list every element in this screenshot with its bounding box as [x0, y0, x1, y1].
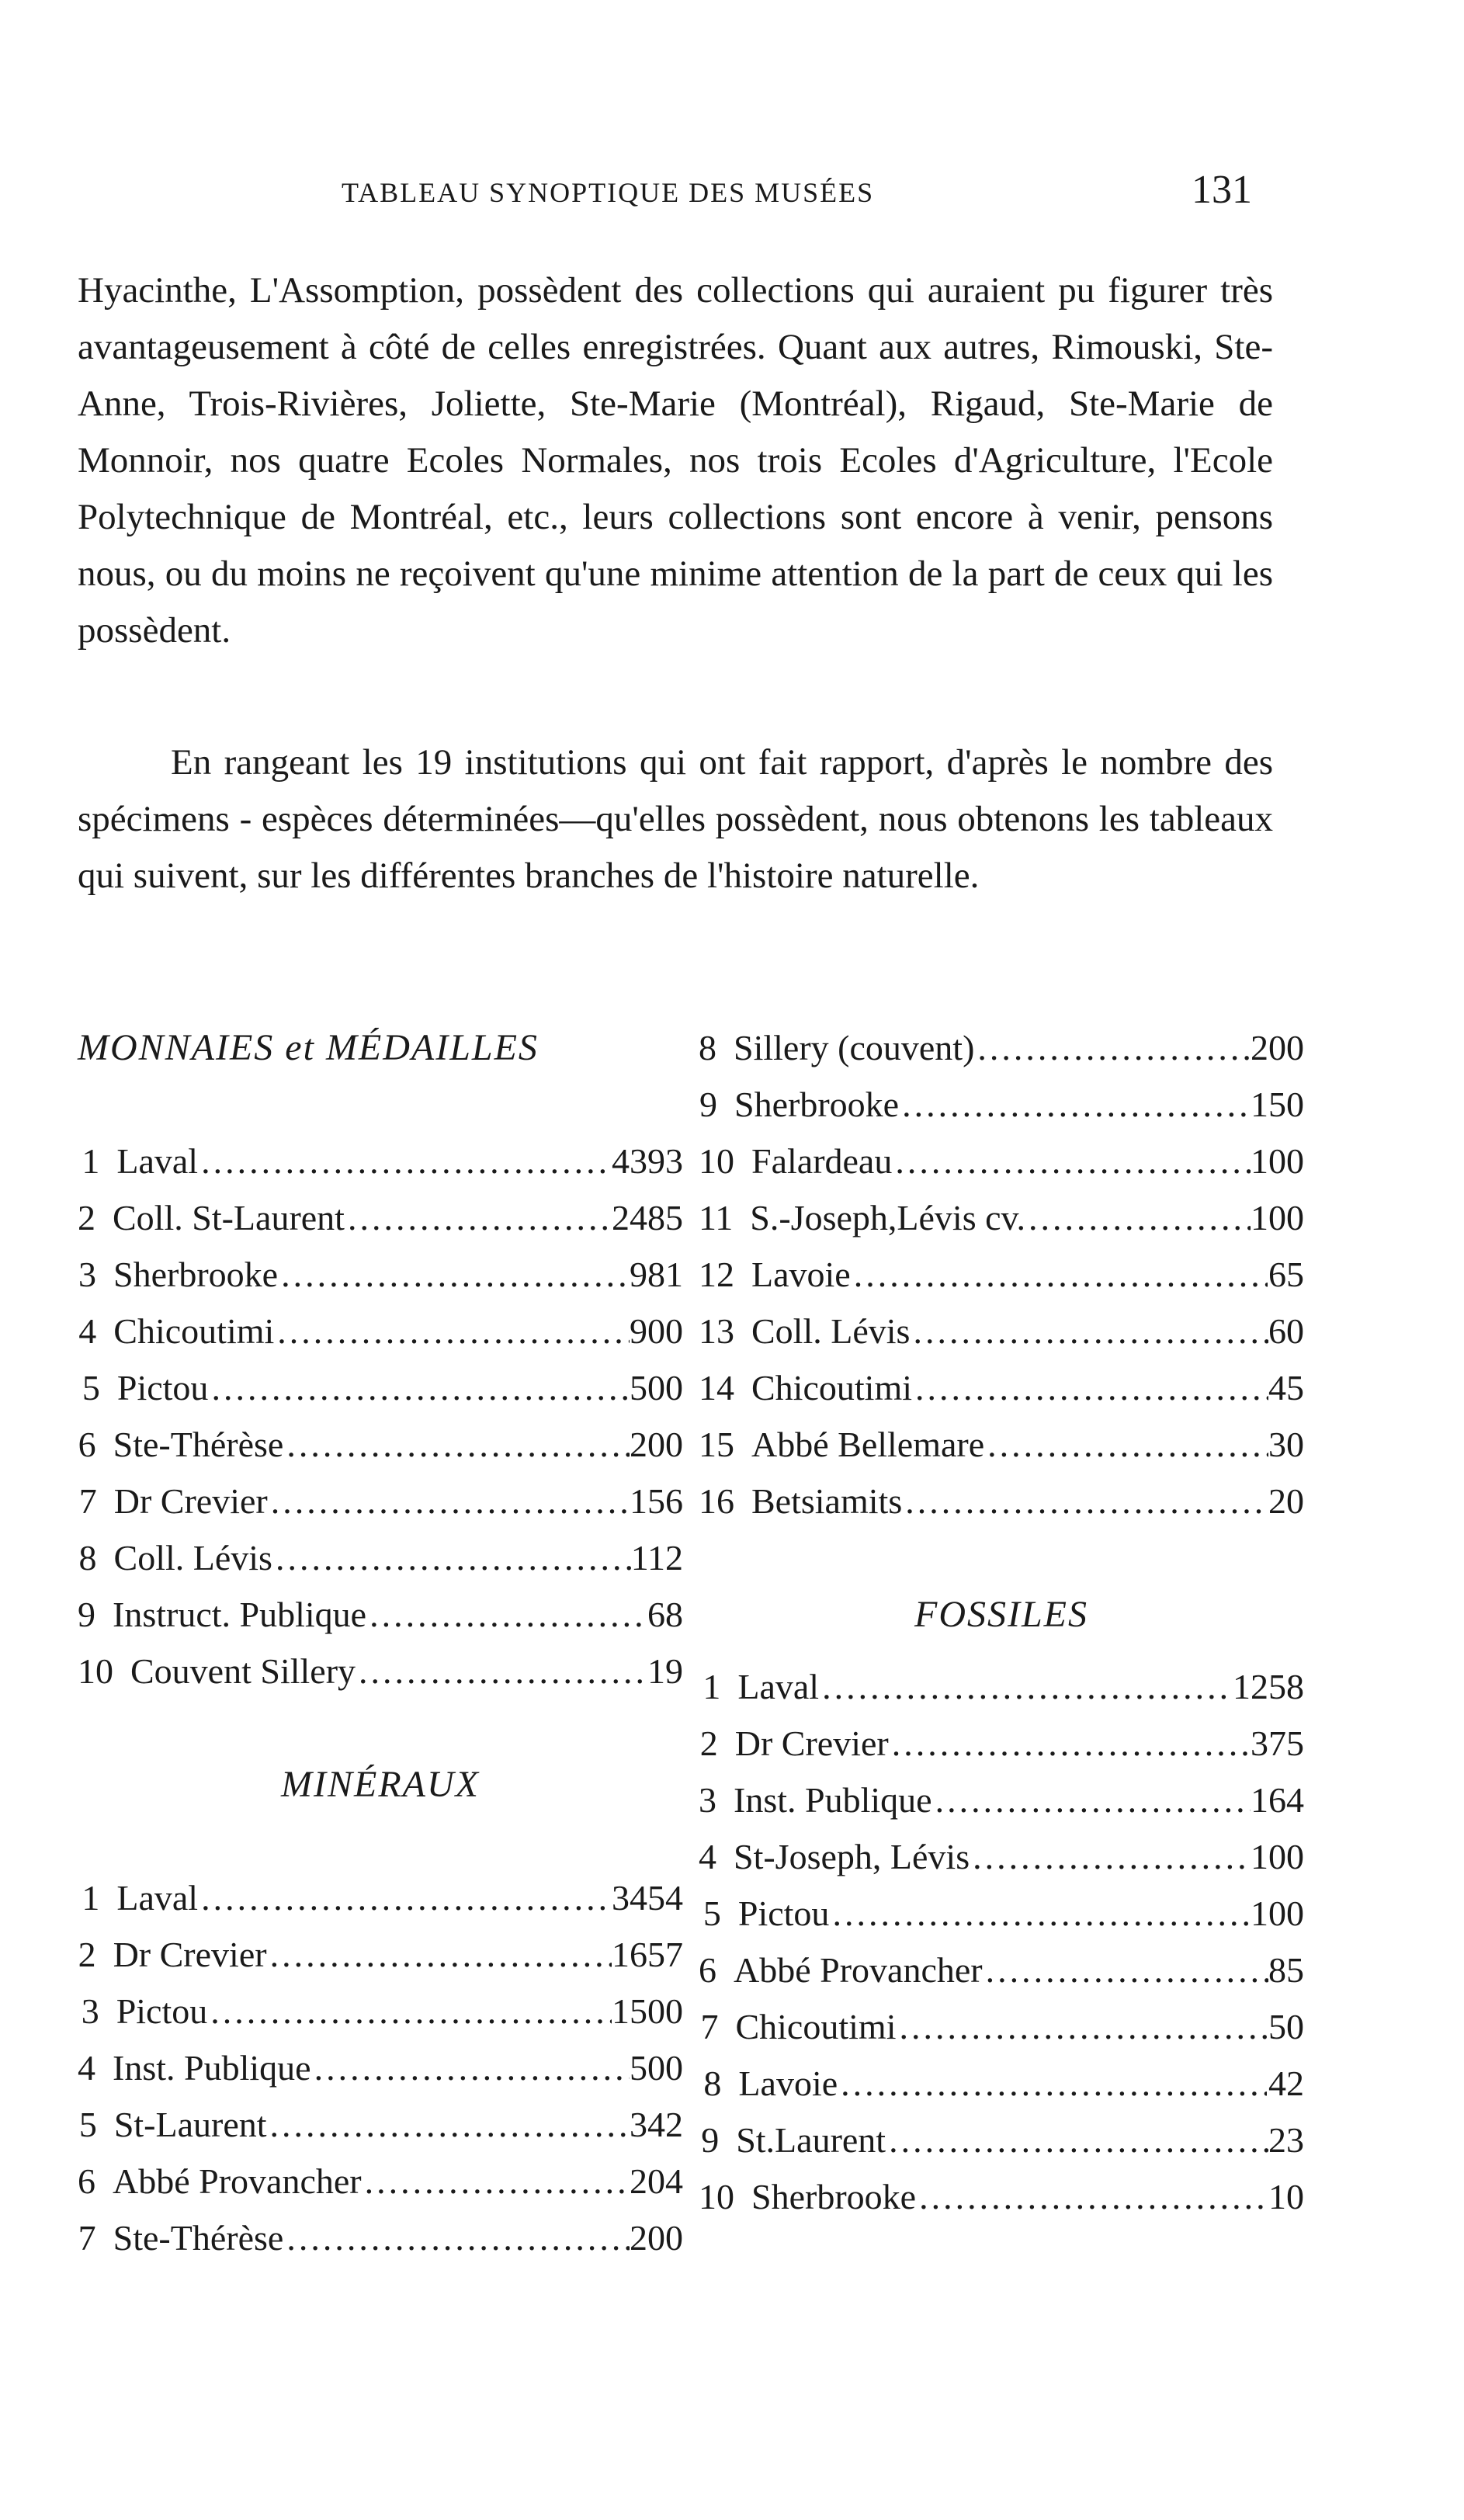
- list-row: [699, 1076, 1304, 1133]
- leader-dots: [207, 1983, 612, 2039]
- institution-name: Dr Crevier: [113, 1935, 267, 1974]
- list-row: [699, 1942, 1304, 1998]
- leader-dots: [851, 1246, 1268, 1303]
- list-row: [699, 1473, 1304, 1529]
- institution-name: Coll. Lévis: [113, 1538, 272, 1578]
- left-column: [78, 1019, 683, 2266]
- rank-number: 10: [699, 2177, 734, 2216]
- specimen-count: 150: [1251, 1085, 1304, 1124]
- page-number: 131: [1192, 168, 1252, 212]
- institution-name: Inst. Publique: [734, 1780, 932, 1820]
- specimen-count: 1258: [1233, 1667, 1304, 1706]
- institution-name: Inst. Publique: [113, 2048, 311, 2088]
- section-title-monnaies: MONNAIES et MÉDAILLES: [78, 1027, 539, 1068]
- specimen-count: 204: [630, 2161, 683, 2201]
- leader-dots: [974, 1019, 1251, 1076]
- rank-number: 13: [699, 1311, 734, 1351]
- specimen-count: 375: [1251, 1723, 1304, 1763]
- monnaies-continued-list: [699, 1019, 1304, 1529]
- list-row: [78, 1926, 683, 1983]
- leader-dots: [267, 1926, 612, 1983]
- mineraux-list: [78, 1869, 683, 2266]
- specimen-count: 500: [630, 2048, 683, 2088]
- specimen-count: 1500: [612, 1991, 683, 2031]
- list-row: [78, 1133, 683, 1189]
- list-row: [699, 1715, 1304, 1772]
- leader-dots: [283, 1416, 630, 1473]
- rank-number: 8: [78, 1538, 97, 1578]
- rank-number: 3: [78, 1255, 97, 1294]
- institution-name: Coll. Lévis: [751, 1311, 911, 1351]
- rank-number: 3: [81, 1991, 99, 2031]
- list-row: [699, 1885, 1304, 1942]
- rank-number: 14: [699, 1368, 734, 1408]
- rank-number: 8: [699, 1028, 716, 1067]
- rank-number: 16: [699, 1481, 734, 1521]
- list-row: [699, 2168, 1304, 2225]
- institution-name: Couvent Sillery: [130, 1651, 356, 1691]
- rank-number: 9: [699, 1085, 718, 1124]
- leader-dots: [899, 1076, 1251, 1133]
- list-row: [78, 1473, 683, 1529]
- institution-name: Pictou: [116, 1368, 209, 1408]
- specimen-count: 60: [1268, 1311, 1304, 1351]
- list-row: [699, 1828, 1304, 1885]
- leader-dots: [1025, 1189, 1251, 1246]
- institution-name: Dr Crevier: [734, 1723, 889, 1763]
- institution-name: Laval: [116, 1141, 199, 1181]
- list-row: [78, 1529, 683, 1586]
- institution-name: Sherbrooke: [751, 2177, 917, 2216]
- list-row: [78, 1869, 683, 1926]
- specimen-count: 65: [1268, 1255, 1304, 1294]
- rank-number: 11: [699, 1198, 734, 1237]
- fossiles-list: [699, 1658, 1304, 2225]
- institution-name: Sherbrooke: [734, 1085, 900, 1124]
- specimen-count: 100: [1251, 1837, 1304, 1876]
- list-row: [699, 1658, 1304, 1715]
- rank-number: 9: [701, 2120, 720, 2160]
- rank-number: 1: [82, 1141, 100, 1181]
- specimen-count: 100: [1251, 1198, 1304, 1237]
- rank-number: 4: [78, 2048, 95, 2088]
- rank-number: 5: [703, 1893, 721, 1933]
- leader-dots: [892, 1133, 1251, 1189]
- leader-dots: [910, 1303, 1268, 1359]
- leader-dots: [889, 1715, 1251, 1772]
- list-row: [78, 1189, 683, 1246]
- page-header: [342, 167, 1273, 213]
- specimen-count: 981: [630, 1255, 683, 1294]
- specimen-count: 156: [630, 1481, 683, 1521]
- institution-name: Laval: [737, 1667, 820, 1706]
- rank-number: 12: [699, 1255, 734, 1294]
- institution-name: Ste-Thérèse: [113, 2218, 284, 2258]
- specimen-count: 100: [1251, 1893, 1304, 1933]
- specimen-count: 200: [630, 1425, 683, 1464]
- institution-name: Betsiamits: [751, 1481, 903, 1521]
- rank-number: 2: [78, 1198, 95, 1237]
- leader-dots: [362, 2153, 630, 2209]
- specimen-count: 200: [1251, 1028, 1304, 1067]
- rank-number: 3: [699, 1780, 716, 1820]
- list-row: [78, 1246, 683, 1303]
- rank-number: 9: [78, 1595, 95, 1634]
- list-row: [699, 1019, 1304, 1076]
- list-row: [78, 1643, 683, 1699]
- leader-dots: [356, 1643, 647, 1699]
- institution-name: St-Laurent: [113, 2105, 267, 2144]
- specimen-count: 68: [647, 1595, 683, 1634]
- specimen-count: 900: [630, 1311, 683, 1351]
- leader-dots: [345, 1189, 612, 1246]
- list-row: [699, 1416, 1304, 1473]
- rank-number: 4: [78, 1311, 97, 1351]
- specimen-count: 500: [630, 1368, 683, 1408]
- list-row: [78, 2209, 683, 2266]
- leader-dots: [829, 1885, 1251, 1942]
- institution-name: St.Laurent: [736, 2120, 886, 2160]
- institution-name: Abbé Provancher: [734, 1950, 983, 1990]
- leader-dots: [198, 1869, 612, 1926]
- rank-number: 5: [78, 2105, 97, 2144]
- specimen-count: 164: [1251, 1780, 1304, 1820]
- leader-dots: [208, 1359, 630, 1416]
- list-row: [78, 2039, 683, 2096]
- institution-name: St-Joseph, Lévis: [734, 1837, 970, 1876]
- institution-name: Ste-Thérèse: [113, 1425, 284, 1464]
- specimen-count: 42: [1268, 2064, 1305, 2103]
- leader-dots: [970, 1828, 1251, 1885]
- list-row: [699, 1189, 1304, 1246]
- institution-name: Falardeau: [751, 1141, 893, 1181]
- rank-number: 7: [78, 1481, 97, 1521]
- leader-dots: [198, 1133, 612, 1189]
- specimen-count: 45: [1268, 1368, 1304, 1408]
- institution-name: Pictou: [737, 1893, 830, 1933]
- rank-number: 10: [78, 1651, 113, 1691]
- list-row: [78, 1303, 683, 1359]
- list-row: [699, 1246, 1304, 1303]
- institution-name: Abbé Provancher: [113, 2161, 362, 2201]
- list-row: [78, 1359, 683, 1416]
- list-row: [78, 1416, 683, 1473]
- leader-dots: [366, 1586, 647, 1643]
- specimen-count: 100: [1251, 1141, 1304, 1181]
- body-paragraph-1: Hyacinthe, L'Assomption, possèdent des collections qui auraient pu figurer très avantageusement à côté de celles enregistrées. Quant aux autres, Rimouski, Ste-Anne, Trois-Rivières, Joliette, Ste-Marie (Montréal), Rigaud, Ste-Marie de Monnoir, nos quatre Ecoles Normales, nos trois Ecoles d'Agriculture, l'Ecole Polytechnique de Montréal, etc., leurs collections sont encore à venir, pensons nous, ou du moins ne reçoivent qu'une minime attention de la part de ceux qui les possèdent.: [78, 270, 1273, 651]
- rank-number: 10: [699, 1141, 734, 1181]
- rank-number: 5: [82, 1368, 100, 1408]
- list-row: [78, 1983, 683, 2039]
- specimen-count: 50: [1268, 2007, 1304, 2046]
- specimen-count: 10: [1268, 2177, 1304, 2216]
- institution-name: Lavoie: [738, 2064, 838, 2103]
- rank-number: 6: [699, 1950, 716, 1990]
- list-row: [78, 2096, 683, 2153]
- specimen-count: 1657: [612, 1935, 683, 1974]
- monnaies-list: [78, 1133, 683, 1699]
- list-row: [699, 1998, 1304, 2055]
- specimen-count: 112: [630, 1538, 683, 1578]
- rank-number: 2: [699, 1723, 718, 1763]
- rank-number: 2: [78, 1935, 96, 1974]
- list-row: [699, 1359, 1304, 1416]
- institution-name: Lavoie: [751, 1255, 851, 1294]
- list-row: [699, 2112, 1304, 2168]
- list-row: [78, 2153, 683, 2209]
- specimen-count: 200: [630, 2218, 683, 2258]
- institution-name: Sillery (couvent): [734, 1028, 975, 1067]
- institution-name: Instruct. Publique: [113, 1595, 367, 1634]
- leader-dots: [283, 2209, 630, 2266]
- list-row: [78, 1586, 683, 1643]
- body-paragraph-2: En rangeant les 19 institutions qui ont fait rapport, d'après le nombre des spécimens - espèces déterminées—qu'elles possèdent, nous obtenons les tableaux qui suivent, sur les différentes branches de l'histoire naturelle.: [78, 742, 1273, 896]
- leader-dots: [902, 1473, 1268, 1529]
- rank-number: 6: [78, 1425, 96, 1464]
- specimen-count: 342: [630, 2105, 683, 2144]
- leader-dots: [274, 1303, 630, 1359]
- list-row: [699, 1303, 1304, 1359]
- institution-name: Chicoutimi: [751, 1368, 912, 1408]
- leader-dots: [819, 1658, 1233, 1715]
- leader-dots: [916, 2168, 1268, 2225]
- leader-dots: [267, 2096, 630, 2153]
- specimen-count: 3454: [612, 1878, 683, 1918]
- rank-number: 6: [78, 2161, 95, 2201]
- leader-dots: [268, 1473, 630, 1529]
- leader-dots: [886, 2112, 1268, 2168]
- running-title: TABLEAU SYNOPTIQUE DES MUSÉES: [342, 177, 875, 208]
- rank-number: 7: [700, 2007, 719, 2046]
- institution-name: Chicoutimi: [113, 1311, 275, 1351]
- leader-dots: [984, 1416, 1268, 1473]
- list-row: [699, 1133, 1304, 1189]
- rank-number: 4: [699, 1837, 716, 1876]
- rank-number: 15: [699, 1425, 734, 1464]
- list-row: [699, 1772, 1304, 1828]
- specimen-count: 19: [647, 1651, 683, 1691]
- rank-number: 1: [703, 1667, 721, 1706]
- leader-dots: [838, 2055, 1267, 2112]
- rank-number: 1: [82, 1878, 100, 1918]
- specimen-count: 20: [1268, 1481, 1304, 1521]
- leader-dots: [912, 1359, 1268, 1416]
- rank-number: 8: [703, 2064, 722, 2103]
- institution-name: Chicoutimi: [735, 2007, 897, 2046]
- rank-number: 7: [78, 2218, 96, 2258]
- institution-name: Dr Crevier: [113, 1481, 268, 1521]
- specimen-count: 30: [1268, 1425, 1304, 1464]
- leader-dots: [896, 1998, 1268, 2055]
- specimen-count: 85: [1268, 1950, 1304, 1990]
- leader-dots: [272, 1529, 631, 1586]
- leader-dots: [311, 2039, 630, 2096]
- specimen-count: 23: [1268, 2120, 1304, 2160]
- institution-name: Abbé Bellemare: [751, 1425, 985, 1464]
- leader-dots: [932, 1772, 1251, 1828]
- institution-name: S.-Joseph,Lévis cv.: [750, 1198, 1026, 1237]
- leader-dots: [983, 1942, 1268, 1998]
- section-title-fossiles: FOSSILES: [914, 1594, 1088, 1635]
- leader-dots: [278, 1246, 630, 1303]
- right-column: [699, 1019, 1304, 2225]
- section-title-mineraux: MINÉRAUX: [281, 1764, 480, 1805]
- list-row: [699, 2055, 1304, 2112]
- specimen-count: 2485: [612, 1198, 683, 1237]
- institution-name: Laval: [116, 1878, 199, 1918]
- institution-name: Sherbrooke: [113, 1255, 279, 1294]
- institution-name: Coll. St-Laurent: [113, 1198, 345, 1237]
- specimen-count: 4393: [612, 1141, 683, 1181]
- institution-name: Pictou: [116, 1991, 208, 2031]
